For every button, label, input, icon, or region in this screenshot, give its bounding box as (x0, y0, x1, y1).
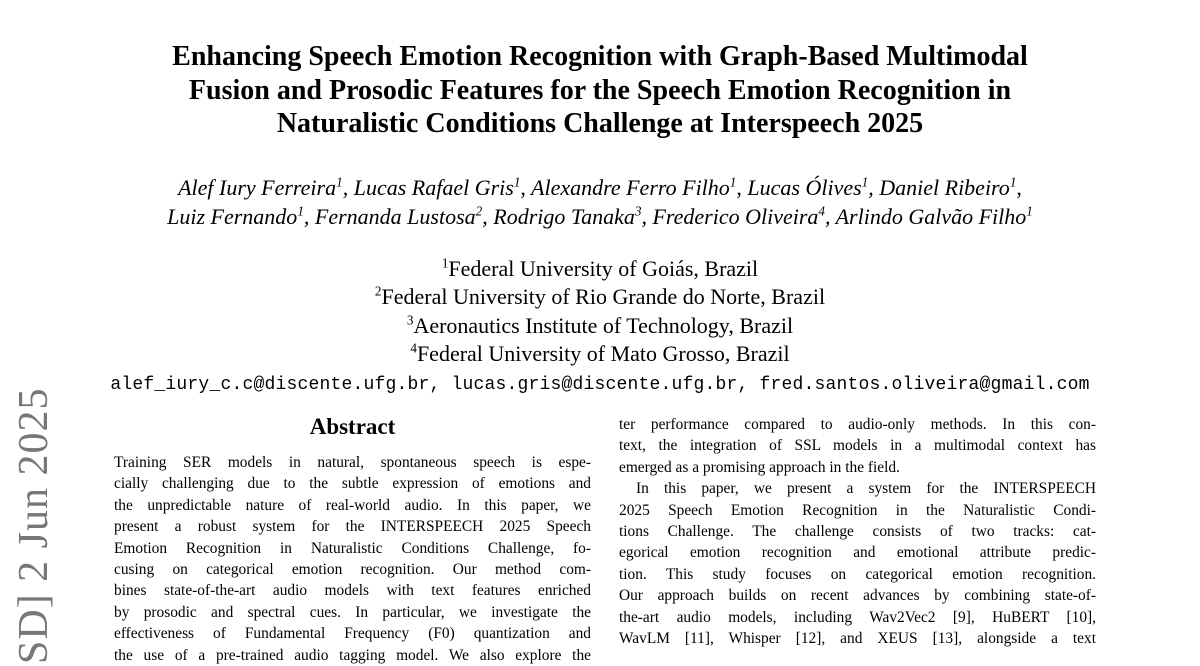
author-name-text: , Alexandre Ferro Filho (520, 175, 730, 200)
author-affiliation-ref: 1 (336, 174, 343, 190)
affiliation-text: Federal University of Goiás, Brazil (448, 256, 759, 281)
affiliation-line (0, 340, 1200, 368)
abstract-text-line: effectiveness of Fundamental Frequency (F0) quantization and (114, 625, 591, 643)
author-name-text: , Arlindo Galvão Filho (825, 203, 1027, 229)
body-text-line: text, the integration of SSL models in a multimodal context has (619, 437, 1096, 455)
abstract-text-line: present a robust system for the INTERSPEECH 2025 Speech (114, 518, 591, 536)
author-name (482, 204, 641, 229)
body-text-line: In this paper, we present a system for the INTERSPEECH (636, 480, 1096, 498)
author-name (167, 204, 304, 229)
affiliation-text: Federal University of Mato Grosso, Brazil (416, 340, 790, 366)
body-text-line: Our approach builds on recent advances by combining state-of- (619, 587, 1096, 605)
affiliation-number: 3 (406, 312, 414, 328)
affiliations-block (0, 255, 1200, 368)
author-affiliation-ref: 2 (475, 203, 483, 219)
affiliation-text: Federal University of Rio Grande do Norte, Brazil (381, 284, 826, 310)
body-text-line: tion. This study focuses on categorical emotion recognition. (619, 565, 1096, 583)
affiliation-number: 1 (441, 255, 449, 271)
author-name (304, 204, 482, 229)
author-emails: alef_iury_c.c@discente.ufg.br, lucas.gris@discente.ufg.br, fred.santos.oliveira@gmail.com (110, 375, 1090, 395)
paper-title-line: Naturalistic Conditions Challenge at Interspeech 2025 (276, 108, 924, 139)
author-name (343, 175, 521, 200)
author-affiliation-ref: 1 (1026, 203, 1033, 219)
abstract-text-line: cially challenging due to the subtle expression of emotions and (114, 475, 591, 493)
body-text-line: emerged as a promising approach in the field. (619, 458, 900, 476)
paper-title-line: Enhancing Speech Emotion Recognition with Graph-Based Multimodal (172, 41, 1028, 72)
author-name (641, 204, 825, 229)
two-column-body (114, 414, 1096, 664)
abstract-text-line: by prosodic and spectral cues. In particular, we investigate the (114, 603, 591, 621)
body-text-line: 2025 Speech Emotion Recognition in the Naturalistic Condi- (619, 501, 1096, 519)
author-name-text: , Fernanda Lustosa (303, 203, 476, 229)
affiliation-number: 4 (410, 340, 417, 356)
arxiv-watermark: SD] 2 Jun 2025 (11, 387, 57, 664)
author-affiliation-ref: 1 (1009, 174, 1017, 190)
author-line-2 (0, 203, 1200, 232)
abstract-text-line: the unpredictable nature of real-world audio. In this paper, we (114, 496, 591, 514)
paper-title-line: Fusion and Prosodic Features for the Speech Emotion Recognition in (188, 74, 1012, 106)
abstract-heading: Abstract (309, 414, 396, 439)
abstract-text (114, 452, 591, 666)
paper-title (0, 40, 1200, 141)
author-separator: , (1016, 175, 1022, 200)
author-affiliation-ref: 1 (297, 203, 304, 219)
abstract-text-line: Training SER models in natural, spontaneous speech is espe- (114, 454, 591, 471)
author-affiliation-ref: 1 (729, 174, 737, 190)
affiliation-number: 2 (374, 283, 382, 299)
body-text-line: egorical emotion recognition and emotional attribute predic- (619, 544, 1096, 562)
abstract-text-line: Emotion Recognition in Naturalistic Conditions Challenge, fo- (114, 539, 591, 557)
author-name-text: , Rodrigo Tanaka (482, 203, 635, 229)
body-text-line: the-art audio models, including Wav2Vec2 [9], HuBERT [10], (619, 608, 1096, 626)
affiliation-line (0, 283, 1200, 311)
author-name-text: Alef Iury Ferreira (178, 175, 337, 200)
abstract-text-line: the use of a pre-trained audio tagging model. We also explore the (114, 646, 591, 664)
author-affiliation-ref: 4 (818, 203, 825, 219)
author-name-text: , Daniel Ribeiro (868, 175, 1010, 200)
author-name (868, 175, 1022, 200)
body-text-line: WavLM [11], Whisper [12], and XEUS [13], alongside a text (619, 630, 1096, 648)
author-affiliation-ref: 3 (634, 203, 642, 219)
introduction-text (619, 414, 1096, 649)
abstract-text-line: bines state-of-the-art audio models with text features enriched (114, 582, 591, 600)
right-column-introduction (619, 414, 1096, 648)
left-column-abstract (114, 414, 591, 664)
abstract-text-line: cusing on categorical emotion recognition. Our method com- (114, 561, 591, 579)
author-name-text: , Lucas Ólives (736, 175, 862, 200)
author-name-text: Luiz Fernando (167, 203, 298, 229)
body-text-line: ter performance compared to audio-only methods. In this con- (619, 416, 1096, 433)
affiliation-text: Aeronautics Institute of Technology, Brazil (413, 312, 794, 338)
author-affiliation-ref: 1 (513, 174, 521, 190)
affiliation-line (0, 255, 1200, 283)
body-text-line: tions Challenge. The challenge consists of two tracks: cat- (619, 523, 1096, 541)
author-name (520, 175, 736, 200)
author-name (178, 175, 343, 200)
authors-block (0, 174, 1200, 231)
affiliation-line (0, 312, 1200, 340)
author-name (825, 204, 1033, 229)
author-name-text: , Lucas Rafael Gris (342, 175, 514, 200)
author-line-1 (0, 174, 1200, 203)
author-name-text: , Frederico Oliveira (641, 203, 819, 229)
author-name (736, 175, 868, 200)
author-affiliation-ref: 1 (861, 174, 869, 190)
